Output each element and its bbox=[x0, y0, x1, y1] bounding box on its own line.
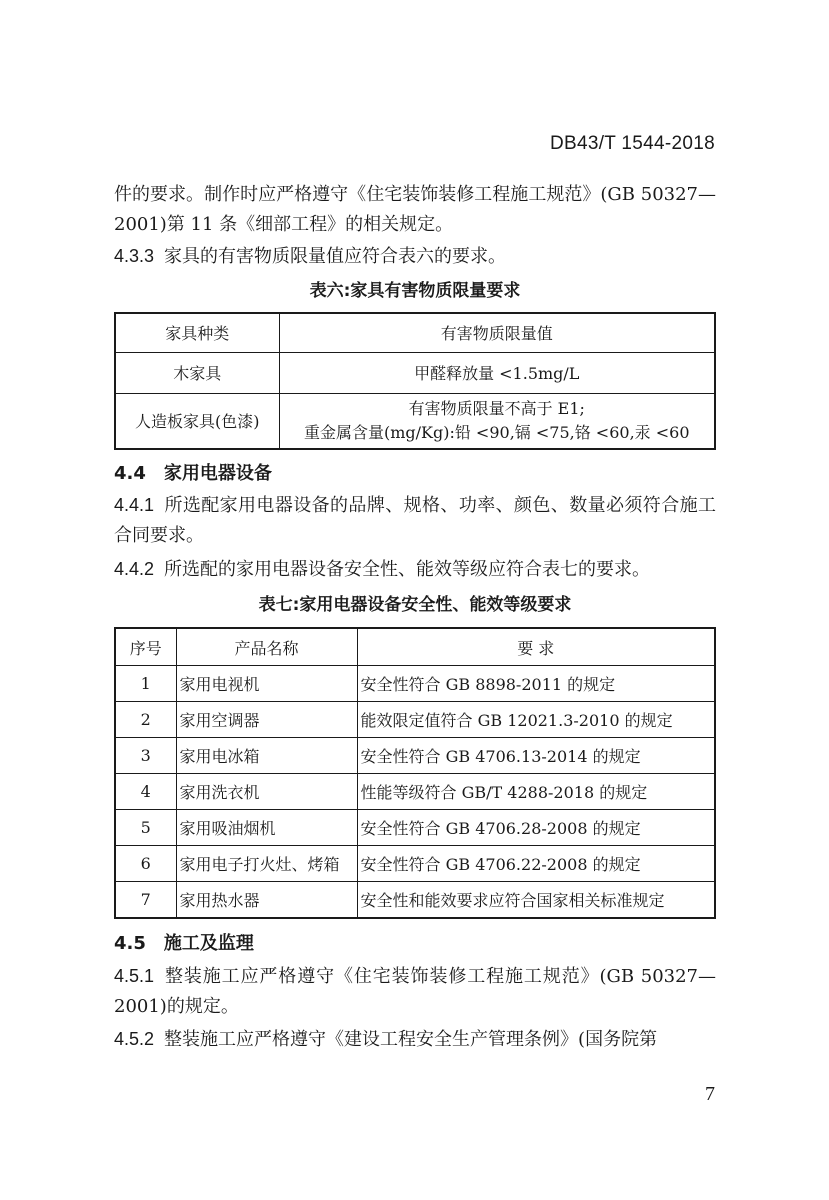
table6-cell-type: 人造板家具(色漆) bbox=[115, 393, 279, 449]
table7-cell-index: 1 bbox=[115, 666, 176, 702]
table7-cell-requirement: 安全性符合 GB 8898-2011 的规定 bbox=[357, 666, 715, 702]
table6 bbox=[114, 312, 716, 450]
table7-cell-requirement: 安全性符合 GB 4706.13-2014 的规定 bbox=[357, 738, 715, 774]
table7-header-index: 序号 bbox=[115, 628, 176, 666]
table7-cell-index: 2 bbox=[115, 702, 176, 738]
clause-4-4-2 bbox=[114, 554, 650, 585]
table7-cell-product: 家用电冰箱 bbox=[176, 738, 357, 774]
table-row bbox=[115, 666, 715, 702]
table7-cell-requirement: 能效限定值符合 GB 12021.3-2010 的规定 bbox=[357, 702, 715, 738]
table-row bbox=[115, 738, 715, 774]
table7-cell-product: 家用电子打火灶、烤箱 bbox=[176, 846, 357, 882]
clause-text: 所选配家用电器设备的品牌、规格、功率、颜色、数量必须符合施工合同要求。 bbox=[114, 495, 716, 546]
table7 bbox=[114, 627, 716, 919]
clause-4-5-2 bbox=[114, 1024, 657, 1055]
table7-cell-index: 5 bbox=[115, 810, 176, 846]
table7-cell-requirement: 安全性和能效要求应符合国家相关标准规定 bbox=[357, 882, 715, 919]
table7-header-product: 产品名称 bbox=[176, 628, 357, 666]
table7-cell-product: 家用空调器 bbox=[176, 702, 357, 738]
section-number: 4.5 bbox=[114, 933, 146, 954]
clause-number: 4.4.2 bbox=[114, 559, 155, 579]
clause-text: 整装施工应严格遵守《住宅装饰装修工程施工规范》(GB 50327—2001)的规定。 bbox=[114, 966, 716, 1017]
table7-cell-product: 家用电视机 bbox=[176, 666, 357, 702]
table7-cell-requirement: 性能等级符合 GB/T 4288-2018 的规定 bbox=[357, 774, 715, 810]
table6-cell-type: 木家具 bbox=[115, 352, 279, 393]
table6-header-limit: 有害物质限量值 bbox=[279, 313, 715, 352]
table-row bbox=[115, 702, 715, 738]
table6-header-type: 家具种类 bbox=[115, 313, 279, 352]
table7-cell-product: 家用洗衣机 bbox=[176, 774, 357, 810]
table-row bbox=[115, 393, 715, 449]
table7-cell-product: 家用吸油烟机 bbox=[176, 810, 357, 846]
table-row bbox=[115, 882, 715, 919]
clause-number: 4.5.2 bbox=[114, 1029, 155, 1049]
intro-paragraph: 件的要求。制作时应严格遵守《住宅装饰装修工程施工规范》(GB 50327—2001)第 11 条《细部工程》的相关规定。 bbox=[114, 184, 716, 235]
table7-cell-index: 4 bbox=[115, 774, 176, 810]
table7-cell-requirement: 安全性符合 GB 4706.22-2008 的规定 bbox=[357, 846, 715, 882]
table-row bbox=[115, 810, 715, 846]
section-4-4-heading bbox=[114, 459, 272, 489]
table7-cell-requirement: 安全性符合 GB 4706.28-2008 的规定 bbox=[357, 810, 715, 846]
section-number: 4.4 bbox=[114, 463, 146, 484]
table-row bbox=[115, 352, 715, 393]
table6-cell-line: 重金属含量(mg/Kg):铅 <90,镉 <75,铬 <60,汞 <60 bbox=[303, 422, 690, 442]
clause-number: 4.4.1 bbox=[114, 495, 155, 515]
clause-text: 家具的有害物质限量值应符合表六的要求。 bbox=[164, 246, 507, 267]
table7-caption: 表七:家用电器设备安全性、能效等级要求 bbox=[258, 595, 572, 615]
page-number: 7 bbox=[705, 1083, 715, 1105]
table6-cell-limit: 甲醛释放量 <1.5mg/L bbox=[279, 352, 715, 393]
clause-4-3-3 bbox=[114, 241, 506, 272]
table-row bbox=[115, 774, 715, 810]
clause-4-4-1 bbox=[114, 490, 716, 551]
table7-cell-index: 3 bbox=[115, 738, 176, 774]
section-title: 施工及监理 bbox=[163, 933, 254, 954]
table7-cell-index: 6 bbox=[115, 846, 176, 882]
table6-caption: 表六:家具有害物质限量要求 bbox=[309, 281, 521, 301]
table7-header-requirement: 要 求 bbox=[357, 628, 715, 666]
clause-text: 所选配的家用电器设备安全性、能效等级应符合表七的要求。 bbox=[164, 559, 651, 580]
table-row bbox=[115, 846, 715, 882]
clause-4-5-1 bbox=[114, 961, 716, 1022]
table6-cell-line: 有害物质限量不高于 E1; bbox=[408, 398, 585, 418]
table6-cell-limit bbox=[279, 393, 715, 449]
table7-cell-index: 7 bbox=[115, 882, 176, 919]
clause-number: 4.5.1 bbox=[114, 966, 155, 986]
clause-number: 4.3.3 bbox=[114, 246, 155, 266]
section-title: 家用电器设备 bbox=[163, 463, 272, 484]
clause-text: 整装施工应严格遵守《建设工程安全生产管理条例》(国务院第 bbox=[164, 1029, 658, 1050]
table7-cell-product: 家用热水器 bbox=[176, 882, 357, 919]
document-header-id: DB43/T 1544-2018 bbox=[549, 133, 715, 154]
section-4-5-heading bbox=[114, 929, 254, 959]
